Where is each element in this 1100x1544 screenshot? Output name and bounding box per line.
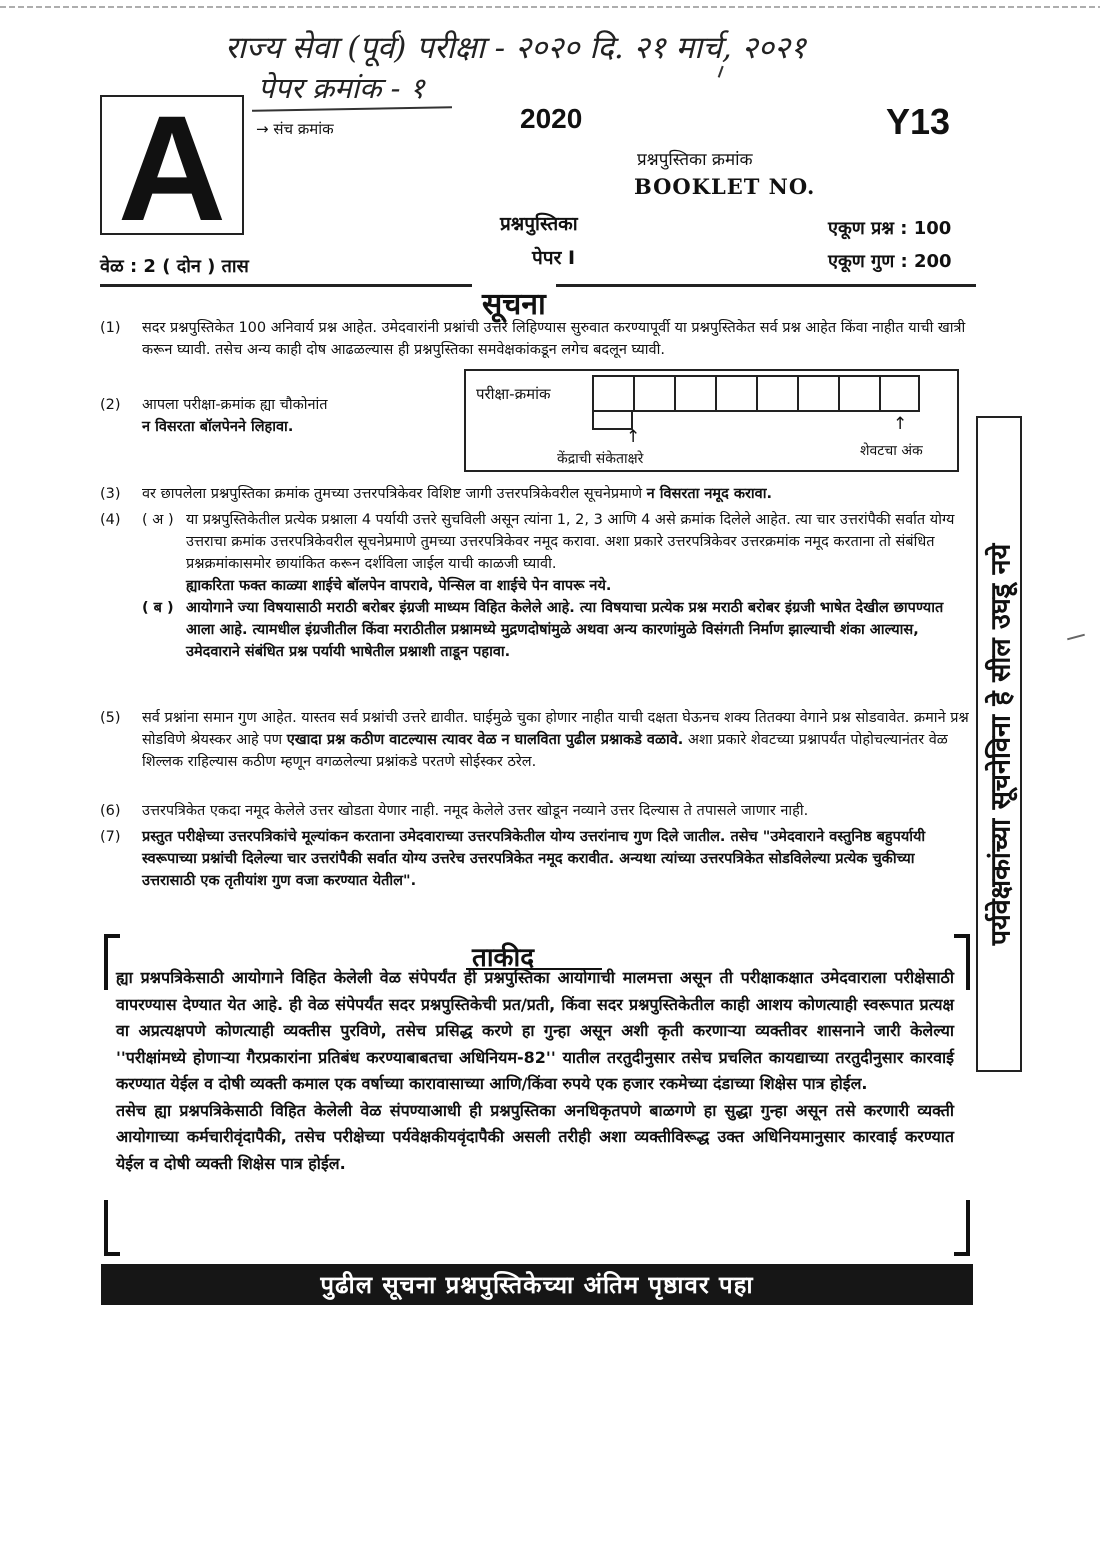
last-digit-arrow: ↑ [893, 414, 908, 434]
warning-title: ताकीद [472, 943, 535, 973]
instruction-5 [100, 707, 972, 773]
instruction-text: या प्रश्नपुस्तिकेतील प्रत्येक प्रश्नाला 4 पर्यायी उत्तरे सुचविली असून त्यांना 1, 2, 3 आणि 4 असे क्रमांक दिलेले आहेत. त्या चार उत्तरांपैकी सर्वात योग्य उत्तराचा क्रमांक उत्तरपत्रिकेवरील सूचनेप्रमाणे तुमच्या उत्तरपत्रिकेवर नमूद करावा. अशा प्रकारे उत्तरपत्रिकेवर उत्तरक्रमांक नमूद करताना तो संबंधित प्रश्नक्रमांकासमोर छायांकित करून दर्शविला जाईल याची काळजी घ्यावी. [186, 512, 955, 572]
frame-corner [954, 1200, 970, 1256]
instruction-number: (3) [100, 486, 121, 502]
centre-code-label: केंद्राची संकेताक्षरे [557, 451, 644, 467]
roll-digit-cell[interactable] [838, 375, 879, 412]
last-digit-label: शेवटचा अंक [860, 443, 923, 459]
roll-digit-cell[interactable] [797, 375, 838, 412]
set-letter-box [100, 84, 244, 252]
scan-border-line [0, 6, 1100, 8]
roll-digit-cell[interactable] [592, 375, 633, 412]
instructions-heading: सूचना [472, 282, 556, 323]
footer-banner [101, 1264, 973, 1305]
instruction-7 [100, 826, 972, 892]
instruction-number: (7) [100, 829, 121, 845]
warning-paragraph-2: तसेच ह्या प्रश्नपत्रिकेसाठी विहित केलेली वेळ संपण्याआधी ही प्रश्नपुस्तिका अनधिकृतपणे बाळगणे हा सुद्धा गुन्हा असून तसे करणारी व्यक्ती आयोगाच्या कर्मचारीवृंदापैकी, तसेच परीक्षेच्या पर्यवेक्षकीयवृंदापैकी असली तरीही अशा व्यक्तीविरूद्ध उक्त अधिनियमानुसार कारवाई करण्यात येईल व दोषी व्यक्ती शिक्षेस पात्र होईल. [116, 1100, 954, 1173]
instruction-text: उत्तरपत्रिकेत एकदा नमूद केलेले उत्तर खोडता येणार नाही. नमूद केलेले उत्तर खोडून नव्याने उत्तर दिल्यास ते तपासले जाणार नाही. [142, 803, 809, 819]
frame-corner [104, 1200, 120, 1256]
instruction-number: (6) [100, 803, 121, 819]
instruction-1 [100, 317, 972, 361]
instruction-text: आयोगाने ज्या विषयासाठी मराठी बरोबर इंग्रजी माध्यम विहित केलेले आहे. त्या विषयाचा प्रत्येक प्रश्न मराठी बरोबर इंग्रजी भाषेत देखील छापण्यात आला आहे. त्यामधील इंग्रजीतील किंवा मराठीतील प्रश्नामध्ये मुद्रणदोषांमुळे अथवा अन्य कारणांमुळे विसंगती निर्माण झाल्याची शंका आल्यास, उमेदवाराने संबंधित प्रश्न पर्यायी भाषेतील प्रश्नाशी ताडून पहावा. [186, 600, 944, 660]
instruction-text-continued: अशा प्रकारे शेवटच्या प्रश्नापर्यंत पोहोचल्यानंतर वेळ शिल्लक राहिल्यास कठीण म्हणून वगळलेल्या प्रश्नांकडे परतणे सोईस्कर ठरेल. [142, 732, 948, 770]
instruction-number: (4) [100, 512, 121, 528]
frame-corner [954, 934, 970, 990]
booklet-number-english-label: BOOKLET NO. [634, 174, 816, 199]
roll-digit-cell[interactable] [715, 375, 756, 412]
footer-text: पुढील सूचना प्रश्नपुस्तिकेच्या अंतिम पृष्ठावर पहा [320, 1271, 754, 1299]
warning-text [116, 965, 954, 1177]
instruction-text: सर्व प्रश्नांना समान गुण आहेत. यास्तव सर्व प्रश्नांची उत्तरे द्यावीत. घाईमुळे चुका होणार नाहीत याची दक्षता घेऊनच शक्य तितक्या वेगाने प्रश्न सोडवावेत. क्रमाने प्रश्न सोडविणे श्रेयस्कर आहे पण [142, 710, 969, 748]
total-questions: एकूण प्रश्न : 100 [828, 218, 952, 239]
instruction-4 [100, 509, 972, 663]
handwritten-paper-line: पेपर क्रमांक - १ [258, 71, 425, 105]
seal-sidebar-text: पर्यवेक्षकांच्या सूचनेविना हे सील उघडू नये [985, 543, 1017, 945]
roll-number-label: परीक्षा-क्रमांक [476, 385, 551, 403]
instruction-number: (2) [100, 397, 121, 413]
paper-title: पेपर I [532, 247, 576, 269]
booklet-number-label: प्रश्नपुस्तिका क्रमांक [637, 150, 753, 170]
instruction-bold-text: न विसरता बॉलपेनने लिहावा. [142, 419, 294, 435]
sub-label: ( अ ) [142, 512, 174, 528]
roll-digit-cell[interactable] [756, 375, 797, 412]
instruction-6 [100, 800, 972, 822]
instruction-4b [142, 597, 972, 663]
instruction-4a [142, 509, 972, 597]
roll-digit-cell[interactable] [879, 375, 920, 412]
instruction-text: प्रस्तुत परीक्षेच्या उत्तरपत्रिकांचे मूल्यांकन करताना उमेदवाराच्या उत्तरपत्रिकेतील योग्य उत्तरांनाच गुण दिले जातील. तसेच "उमेदवाराने वस्तुनिष्ठ बहुपर्यायी स्वरूपाच्या प्रश्नांची दिलेल्या चार उत्तरांपैकी सर्वात योग्य उत्तरेच उत्तरपत्रिकेत नमूद करावीत. अन्यथा त्यांच्या उत्तरपत्रिकेत सोडविलेल्या प्रत्येक चुकीच्या उत्तरासाठी एक तृतीयांश गुण वजा करण्यात येतील". [142, 829, 926, 889]
instruction-bold-text: न विसरता नमूद करावा. [646, 486, 772, 502]
handwritten-exam-line: राज्य सेवा (पूर्व) परीक्षा - २०२० दि. २१ मार्च, २०२१ [225, 30, 807, 66]
exam-duration: वेळ : 2 ( दोन ) तास [100, 256, 249, 277]
set-letter: A [117, 84, 227, 252]
instruction-2 [100, 394, 452, 438]
instruction-text: वर छापलेला प्रश्नपुस्तिका क्रमांक तुमच्या उत्तरपत्रिकेवर विशिष्ट जागी उत्तरपत्रिकेवरील सूचनेप्रमाणे [142, 486, 643, 502]
handwritten-underline [252, 106, 452, 111]
instruction-number: (1) [100, 320, 121, 336]
roll-digit-cell[interactable] [633, 375, 674, 412]
instruction-bold-text: एखादा प्रश्न कठीण वाटल्यास त्यावर वेळ न घालविता पुढील प्रश्नाकडे वळावे. [286, 732, 684, 748]
instruction-bold-text: ह्याकरिता फक्त काळ्या शाईचे बॉलपेन वापरावे, पेन्सिल वा शाईचे पेन वापरू नये. [186, 578, 612, 594]
warning-paragraph-1: ह्या प्रश्नपत्रिकेसाठी आयोगाने विहित केलेली वेळ संपेपर्यंत ही प्रश्नपुस्तिका आयोगाची मालमत्ता असून ती परीक्षाकक्षात उमेदवाराला परीक्षेसाठी वापरण्यास देण्यात येत आहे. ही वेळ संपेपर्यंत सदर प्रश्नपुस्तिकेची प्रत/प्रती, किंवा सदर प्रश्नपुस्तिकेतील काही आशय कोणत्याही स्वरूपात प्रत्यक्ष वा अप्रत्यक्षपणे कोणत्याही व्यक्तीस पुरविणे, तसेच प्रसिद्ध करणे हा गुन्हा असून अशी कृती करणाऱ्या व्यक्तीवर शासनाने जारी केलेल्या ''परीक्षांमध्ये होणाऱ्या गैरप्रकारांना प्रतिबंध करण्याबाबतचा अधिनियम-82'' यातील तरतुदीनुसार तसेच प्रचलित कायद्याच्या तरतुदीनुसार कारवाई करण्यात येईल व दोषी व्यक्ती कमाल एक वर्षाच्या कारावासाच्या आणि/किंवा रुपये एक हजार रकमेच्या दंडाच्या शिक्षेस पात्र होईल. [116, 968, 954, 1093]
exam-year: 2020 [520, 103, 583, 134]
booklet-code: Y13 [886, 101, 951, 142]
seal-sidebar [976, 416, 1022, 1072]
roll-number-cells[interactable] [592, 375, 920, 412]
instruction-text: आपला परीक्षा-क्रमांक ह्या चौकोनांत [142, 397, 328, 413]
stray-mark [1067, 634, 1085, 641]
instruction-text: सदर प्रश्नपुस्तिकेत 100 अनिवार्य प्रश्न आहेत. उमेदवारांनी प्रश्नांची उत्तरे लिहिण्यास सुरुवात करण्यापूर्वी या प्रश्नपुस्तिकेत सर्व प्रश्न आहेत किंवा नाहीत याची खात्री करून घ्यावी. तसेच अन्य काही दोष आढळल्यास ही प्रश्नपुस्तिका समवेक्षकांकडून लगेच बदलून घ्यावी. [142, 320, 966, 358]
centre-code-arrow: ↑ [626, 427, 641, 447]
handwritten-tick-mark [708, 62, 723, 77]
instruction-number: (5) [100, 710, 121, 726]
sub-label: ( ब ) [142, 600, 174, 616]
set-number-label: → संच क्रमांक [256, 120, 334, 138]
instruction-3 [100, 483, 972, 505]
roll-digit-cell[interactable] [674, 375, 715, 412]
booklet-title: प्रश्नपुस्तिका [500, 213, 578, 235]
total-marks: एकूण गुण : 200 [828, 251, 952, 272]
